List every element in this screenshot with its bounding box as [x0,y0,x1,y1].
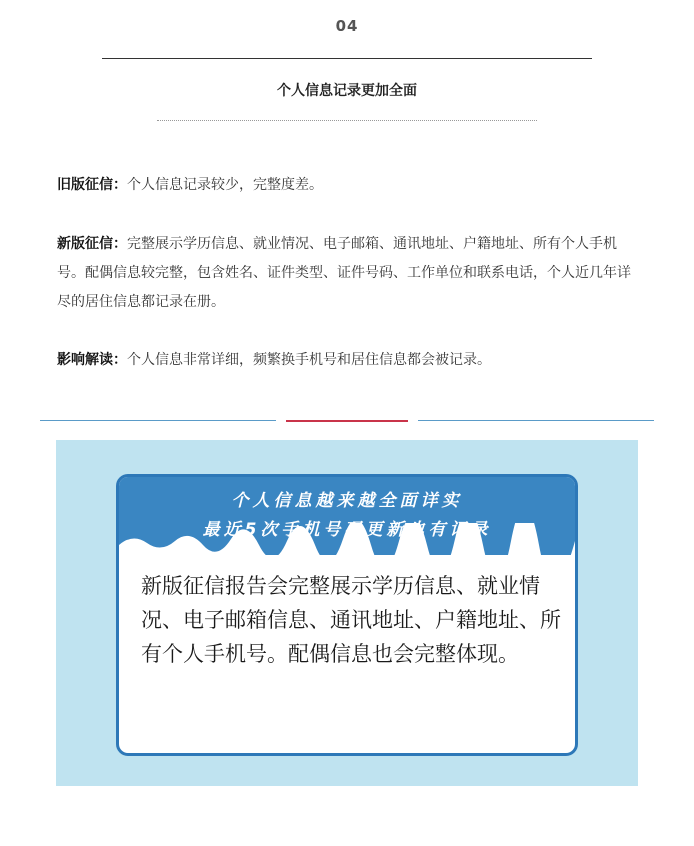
section-number: 04 [335,17,359,35]
card-header-line-1: 个人信息越来越全面详实 [231,491,463,511]
card-body-text: 新版征信报告会完整展示学历信息、就业情况、电子邮箱信息、通讯地址、户籍地址、所有个人手机号。配偶信息也会完整体现。 [141,574,561,666]
dotted-rule [157,120,537,121]
paragraph-text: 个人信息非常详细，频繁换手机号和居住信息都会被记录。 [127,352,491,368]
divider-left [40,420,276,421]
paragraph-text: 完整展示学历信息、就业情况、电子邮箱、通讯地址、户籍地址、所有个人手机号。配偶信息较完整，包含姓名、证件类型、证件号码、工作单位和联系电话，个人近几年详尽的居住信息都记录在册。 [57,236,631,310]
divider-accent [286,420,408,422]
top-rule [102,58,592,59]
paragraph-label: 新版征信： [57,236,127,252]
paragraph-label: 旧版征信： [57,177,127,193]
paragraph-impact [57,346,642,375]
card-header-line-2: 最近5次手机号码更新也有记录 [202,520,492,540]
info-card [116,474,578,756]
divider-right [418,420,654,421]
section-title: 个人信息记录更加全面 [277,83,417,99]
paragraph-label: 影响解读： [57,352,127,368]
paragraph-old-credit [57,171,642,200]
paragraph-new-credit [57,230,642,317]
paragraph-text: 个人信息记录较少，完整度差。 [127,177,323,193]
